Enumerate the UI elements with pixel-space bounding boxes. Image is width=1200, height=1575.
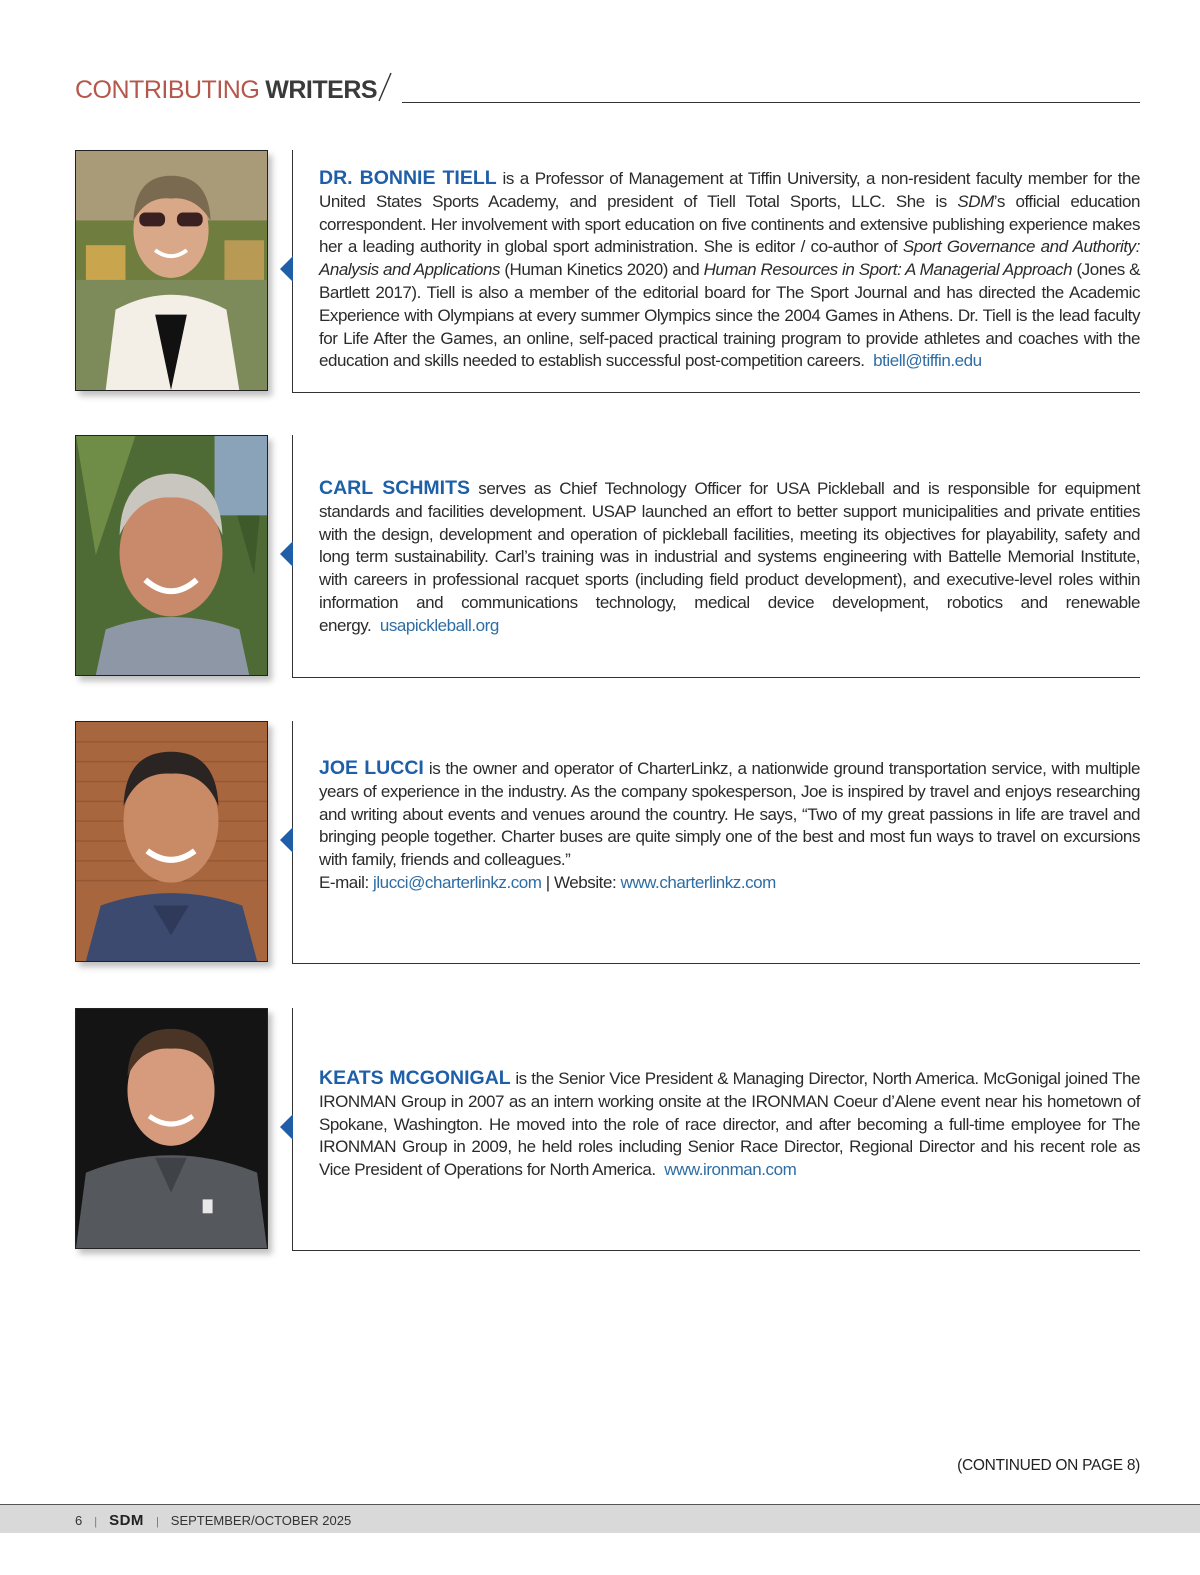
- bio-text: ’s official education correspondent. Her involvement with sport education on five continents and extensive publishing experience makes her a leading authority in global sport administration. She is editor / co-author of: [319, 191, 1140, 257]
- bio-text: (Jones & Bartlett 2017). Tiell is also a member of the editorial board for The Sport Journal and has directed the Academic Experience with Olympians at every summer Olympics since the 2004 Games in Athens. Dr. Tiell is the lead faculty for Life After the Games, an online, self-paced practical training program to provide athletes and coaches with the education and skills needed to establish successful post-competition careers.: [319, 260, 1140, 371]
- writer-name: JOE LUCCI: [319, 757, 424, 779]
- writer-card-schmits: [75, 435, 1140, 680]
- bio-text: is the Senior Vice President & Managing Director, North America. McGonigal joined The IRONMAN Group in 2007 as an intern working onsite at the IRONMAN Coeur d’Alene event near his hometown of Spokane, Washington. He moved into the role of race director, and after becoming a full-time employee for The IRONMAN Group in 2009, he held roles including Senior Race Director, Regional Director and his recent role as Vice President of Operations for North America.: [319, 1069, 1140, 1180]
- writer-card-tiell: [75, 150, 1140, 395]
- bio-italic: Human Resources in Sport: A Managerial Approach: [703, 260, 1073, 280]
- writer-name: CARL SCHMITS: [319, 477, 470, 499]
- website-link[interactable]: www.charterlinkz.com: [620, 872, 776, 892]
- magazine-brand: SDM: [109, 1512, 144, 1529]
- bio-italic: Sport Governance and Authority: Analysis and Applications: [319, 237, 1140, 280]
- writer-photo-schmits: [75, 435, 268, 676]
- writer-card-lucci: [75, 721, 1140, 966]
- website-label: | Website:: [541, 872, 617, 892]
- footer-separator: |: [94, 1516, 98, 1528]
- website-link[interactable]: www.ironman.com: [664, 1160, 797, 1180]
- header-rule: [402, 102, 1140, 103]
- pointer-arrow-icon: [280, 541, 293, 567]
- email-link[interactable]: btiell@tiffin.edu: [873, 351, 982, 371]
- writer-name: KEATS MCGONIGAL: [319, 1067, 511, 1089]
- email-label: E-mail:: [319, 872, 369, 892]
- writer-name: DR. BONNIE TIELL: [319, 167, 497, 189]
- section-title: [75, 76, 377, 105]
- writer-bio: [319, 167, 1140, 373]
- writer-photo-lucci: [75, 721, 268, 962]
- writer-bio-panel: [292, 150, 1140, 393]
- bio-text: is the owner and operator of CharterLinkz, a nationwide ground transportation service, with multiple years of experience in the industry. As the company spokesperson, Joe is inspired by travel and enjoys researching and writing about events and venues around the country. He says, “Two of my great passions in life are travel and bringing people together. Charter buses are quite simply one of the best and most fun ways to travel on excursions with family, friends and colleagues.”: [319, 759, 1141, 870]
- pointer-arrow-icon: [280, 1114, 293, 1140]
- bio-text: is a Professor of Management at Tiffin University, a non-resident faculty member for the United States Sports Academy, and president of Tiell Total Sports, LLC. She is: [319, 169, 1140, 211]
- issue-date: SEPTEMBER/OCTOBER 2025: [170, 1513, 352, 1528]
- page-footer: [0, 1504, 1200, 1533]
- continued-note: (CONTINUED ON PAGE 8): [957, 1457, 1140, 1474]
- writer-bio: [319, 1067, 1140, 1182]
- writer-bio-panel: [292, 1008, 1140, 1251]
- pointer-arrow-icon: [280, 827, 293, 853]
- slash-divider-icon: [378, 72, 392, 102]
- email-link[interactable]: jlucci@charterlinkz.com: [373, 872, 542, 892]
- bio-italic: SDM: [957, 191, 994, 211]
- writer-bio-panel: [292, 721, 1140, 964]
- section-header: [75, 72, 1140, 106]
- writer-bio: [319, 477, 1140, 638]
- pointer-arrow-icon: [280, 256, 293, 282]
- writer-bio: [319, 757, 1140, 895]
- section-title-bold: WRITERS: [265, 76, 378, 104]
- website-link[interactable]: usapickleball.org: [379, 615, 499, 635]
- footer-separator: |: [155, 1516, 159, 1528]
- writer-card-mcgonigal: [75, 1008, 1140, 1253]
- bio-text: (Human Kinetics 2020) and: [500, 260, 704, 280]
- writer-bio-panel: [292, 435, 1140, 678]
- writer-photo-mcgonigal: [75, 1008, 268, 1249]
- bio-text: serves as Chief Technology Officer for USA Pickleball and is responsible for equipment standards and facilities development. USAP launched an effort to better support municipalities and private entities with the design, development and operation of pickleball facilities, meeting its objectives for playability, safety and long term sustainability. Carl’s training was in industrial and systems engineering with Battelle Memorial Institute, with careers in professional racquet sports (including field product development), and executive-level roles within information and communications technology, medical device development, robotics and renewable energy.: [319, 479, 1140, 635]
- writer-photo-tiell: [75, 150, 268, 391]
- section-title-light: CONTRIBUTING: [75, 76, 260, 104]
- page-number: 6: [75, 1513, 83, 1528]
